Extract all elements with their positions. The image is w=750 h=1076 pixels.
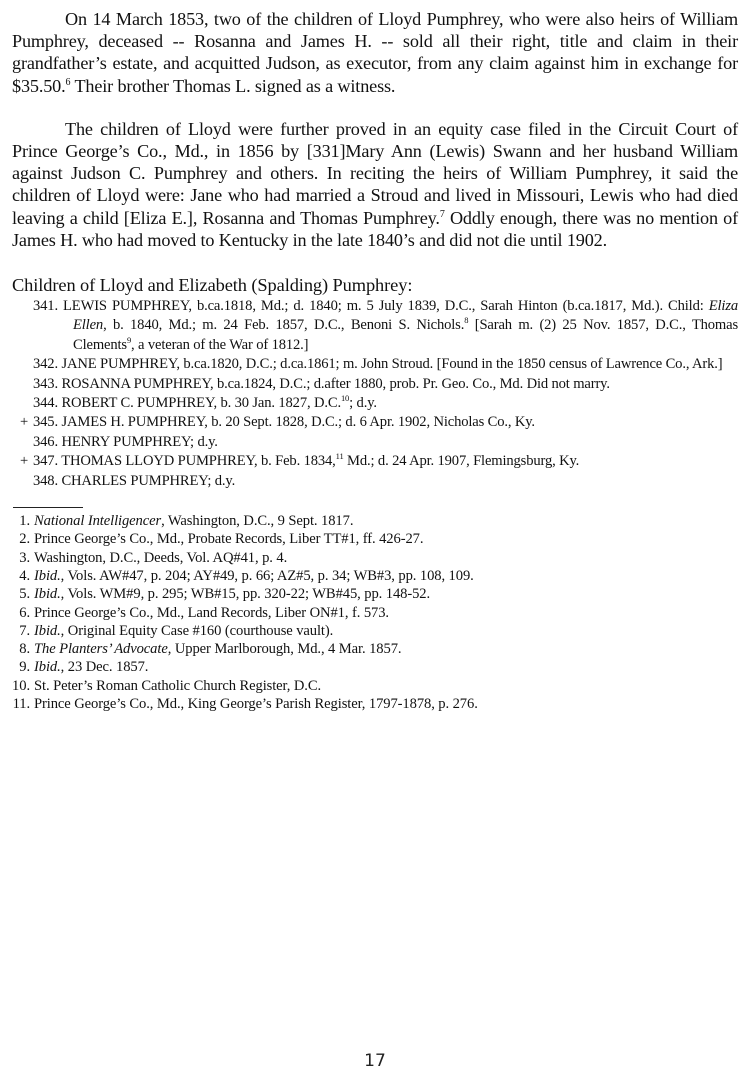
paragraph-text: On 14 March 1853, two of the children of Lloyd Pumphrey, who were also heirs of William Pumphrey, deceased -- Rosanna and James H. -- sold all their right, title and claim in their grandfather’s estate, and acquitted Judson, as executor, from any claim against him in exchange for $35.50. (12, 9, 738, 96)
footnote-text: Prince George’s Co., Md., Probate Records, Liber TT#1, ff. 426-27. (34, 531, 424, 548)
footnote-number: 2. (19, 531, 30, 548)
child-entry-344 (12, 394, 738, 413)
entry-text: THOMAS LLOYD PUMPHREY, b. Feb. 1834, (57, 453, 336, 470)
footnote-1 (12, 512, 738, 530)
footnote-4 (12, 567, 738, 585)
footnote-number: 10. (12, 677, 30, 694)
entry-text: ; d.y. (349, 395, 377, 412)
descendant-marker: + (20, 414, 29, 431)
entry-number: 348. (33, 472, 58, 489)
entry-text: [Sarah m. (2) 25 Nov. 1857, D.C., Thomas Clements (73, 317, 738, 353)
footnote-5 (12, 585, 738, 603)
entry-text: , b. 1840, Md.; m. 24 Feb. 1857, D.C., Benoni S. Nichols. (103, 317, 465, 334)
footnote-text: Prince George’s Co., Md., King George’s Parish Register, 1797-1878, p. 276. (34, 696, 478, 713)
footnote-9 (12, 658, 738, 676)
child-entry-341 (12, 297, 738, 355)
footnote-text: , Upper Marlborough, Md., 4 Mar. 1857. (167, 641, 402, 658)
paragraph-text: Their brother Thomas L. signed as a witness. (70, 75, 396, 96)
footnote-8 (12, 640, 738, 658)
footnote-ref-8: 8 (464, 315, 469, 326)
footnote-divider (13, 507, 83, 508)
entry-text: HENRY PUMPHREY; d.y. (57, 433, 218, 450)
entry-italic-name: Eliza Ellen (73, 298, 738, 334)
footnote-2 (12, 530, 738, 548)
footnote-text: St. Peter’s Roman Catholic Church Register, D.C. (34, 677, 322, 694)
footnote-number: 1. (19, 513, 30, 530)
child-entry-346 (12, 433, 738, 452)
footnote-number: 7. (19, 622, 30, 639)
children-list (12, 297, 738, 491)
entry-number: 343. (33, 375, 58, 392)
footnote-number: 9. (19, 659, 30, 676)
footnote-11 (12, 695, 738, 713)
entry-text: JANE PUMPHREY, b.ca.1820, D.C.; d.ca.1861; m. John Stroud. [Found in the 1850 census of Lawrence Co., Ark.] (57, 356, 723, 373)
entry-text: , a veteran of the War of 1812.] (131, 336, 309, 353)
entry-text: Md.; d. 24 Apr. 1907, Flemingsburg, Ky. (343, 453, 580, 470)
descendant-marker: + (20, 453, 29, 470)
footnote-italic: Ibid. (34, 622, 61, 639)
paragraph-text: The children of Lloyd were further proved in an equity case filed in the Circuit Court of Prince George’s Co., Md., in 1856 by [331]Mary Ann (Lewis) Swann and her husband William against Judson C. Pumphrey and others. In reciting the heirs of William Pumphrey, it said the children of Lloyd were: Jane who had married a Stroud and lived in Missouri, Lewis who had died leaving a child [Eliza E.], Rosanna and Thomas Pumphrey. (12, 118, 738, 228)
footnote-italic: The Planters’ Advocate (34, 641, 168, 658)
paragraph-equity-case (12, 118, 738, 251)
children-heading: Children of Lloyd and Elizabeth (Spalding) Pumphrey: (12, 275, 413, 296)
footnote-7 (12, 622, 738, 640)
footnote-text: , Washington, D.C., 9 Sept. 1817. (161, 513, 354, 530)
footnote-ref-11: 11 (335, 451, 344, 462)
document-page (12, 8, 738, 713)
footnote-text: , 23 Dec. 1857. (60, 659, 149, 676)
footnote-number: 11. (12, 696, 30, 713)
entry-number: 344. (33, 395, 58, 412)
footnote-ref-10: 10 (340, 393, 350, 404)
entry-text: ROSANNA PUMPHREY, b.ca.1824, D.C.; d.after 1880, prob. Pr. Geo. Co., Md. Did not marry. (57, 375, 610, 392)
footnote-number: 4. (19, 567, 30, 584)
footnote-3 (12, 549, 738, 567)
footnote-italic: Ibid. (34, 586, 61, 603)
entry-number: 342. (33, 356, 58, 373)
entry-text: LEWIS PUMPHREY, b.ca.1818, Md.; d. 1840; m. 5 July 1839, D.C., Sarah Hinton (b.ca.1817, Md.). Child: (57, 298, 709, 315)
entry-number: 347. (33, 453, 58, 470)
footnote-10 (12, 677, 738, 695)
entry-number: 346. (33, 433, 58, 450)
child-entry-348 (12, 472, 738, 491)
footnotes-list (12, 512, 738, 713)
child-entry-342 (12, 355, 738, 374)
child-entry-345 (12, 413, 738, 432)
footnote-italic: National Intelligencer (34, 513, 162, 530)
page-number: 17 (364, 1051, 386, 1071)
child-entry-343 (12, 375, 738, 394)
footnote-number: 5. (19, 586, 30, 603)
paragraph-sale-of-rights (12, 8, 738, 97)
footnote-text: , Vols. AW#47, p. 204; AY#49, p. 66; AZ#5, p. 34; WB#3, pp. 108, 109. (60, 567, 474, 584)
entry-text: JAMES H. PUMPHREY, b. 20 Sept. 1828, D.C.; d. 6 Apr. 1902, Nicholas Co., Ky. (57, 414, 535, 431)
footnote-text: , Original Equity Case #160 (courthouse vault). (60, 622, 334, 639)
child-entry-347 (12, 452, 738, 471)
footnote-6 (12, 604, 738, 622)
footnote-italic: Ibid. (34, 567, 61, 584)
entry-text: CHARLES PUMPHREY; d.y. (57, 472, 236, 489)
footnote-italic: Ibid. (34, 659, 61, 676)
entry-number: 341. (33, 298, 58, 315)
entry-text: ROBERT C. PUMPHREY, b. 30 Jan. 1827, D.C. (57, 395, 341, 412)
entry-number: 345. (33, 414, 58, 431)
footnote-text: Prince George’s Co., Md., Land Records, Liber ON#1, f. 573. (34, 604, 389, 621)
footnote-ref-6: 6 (65, 76, 71, 88)
footnote-text: Washington, D.C., Deeds, Vol. AQ#41, p. 4. (34, 549, 288, 566)
footnote-ref-9: 9 (126, 334, 132, 345)
footnote-text: , Vols. WM#9, p. 295; WB#15, pp. 320-22; WB#45, pp. 148-52. (60, 586, 431, 603)
footnote-number: 6. (19, 604, 30, 621)
footnote-ref-7: 7 (439, 208, 445, 220)
footnote-number: 8. (19, 641, 30, 658)
footnote-number: 3. (19, 549, 30, 566)
paragraph-text: Oddly enough, there was no mention of James H. who had moved to Kentucky in the late 1840’s and did not die until 1902. (12, 207, 738, 250)
